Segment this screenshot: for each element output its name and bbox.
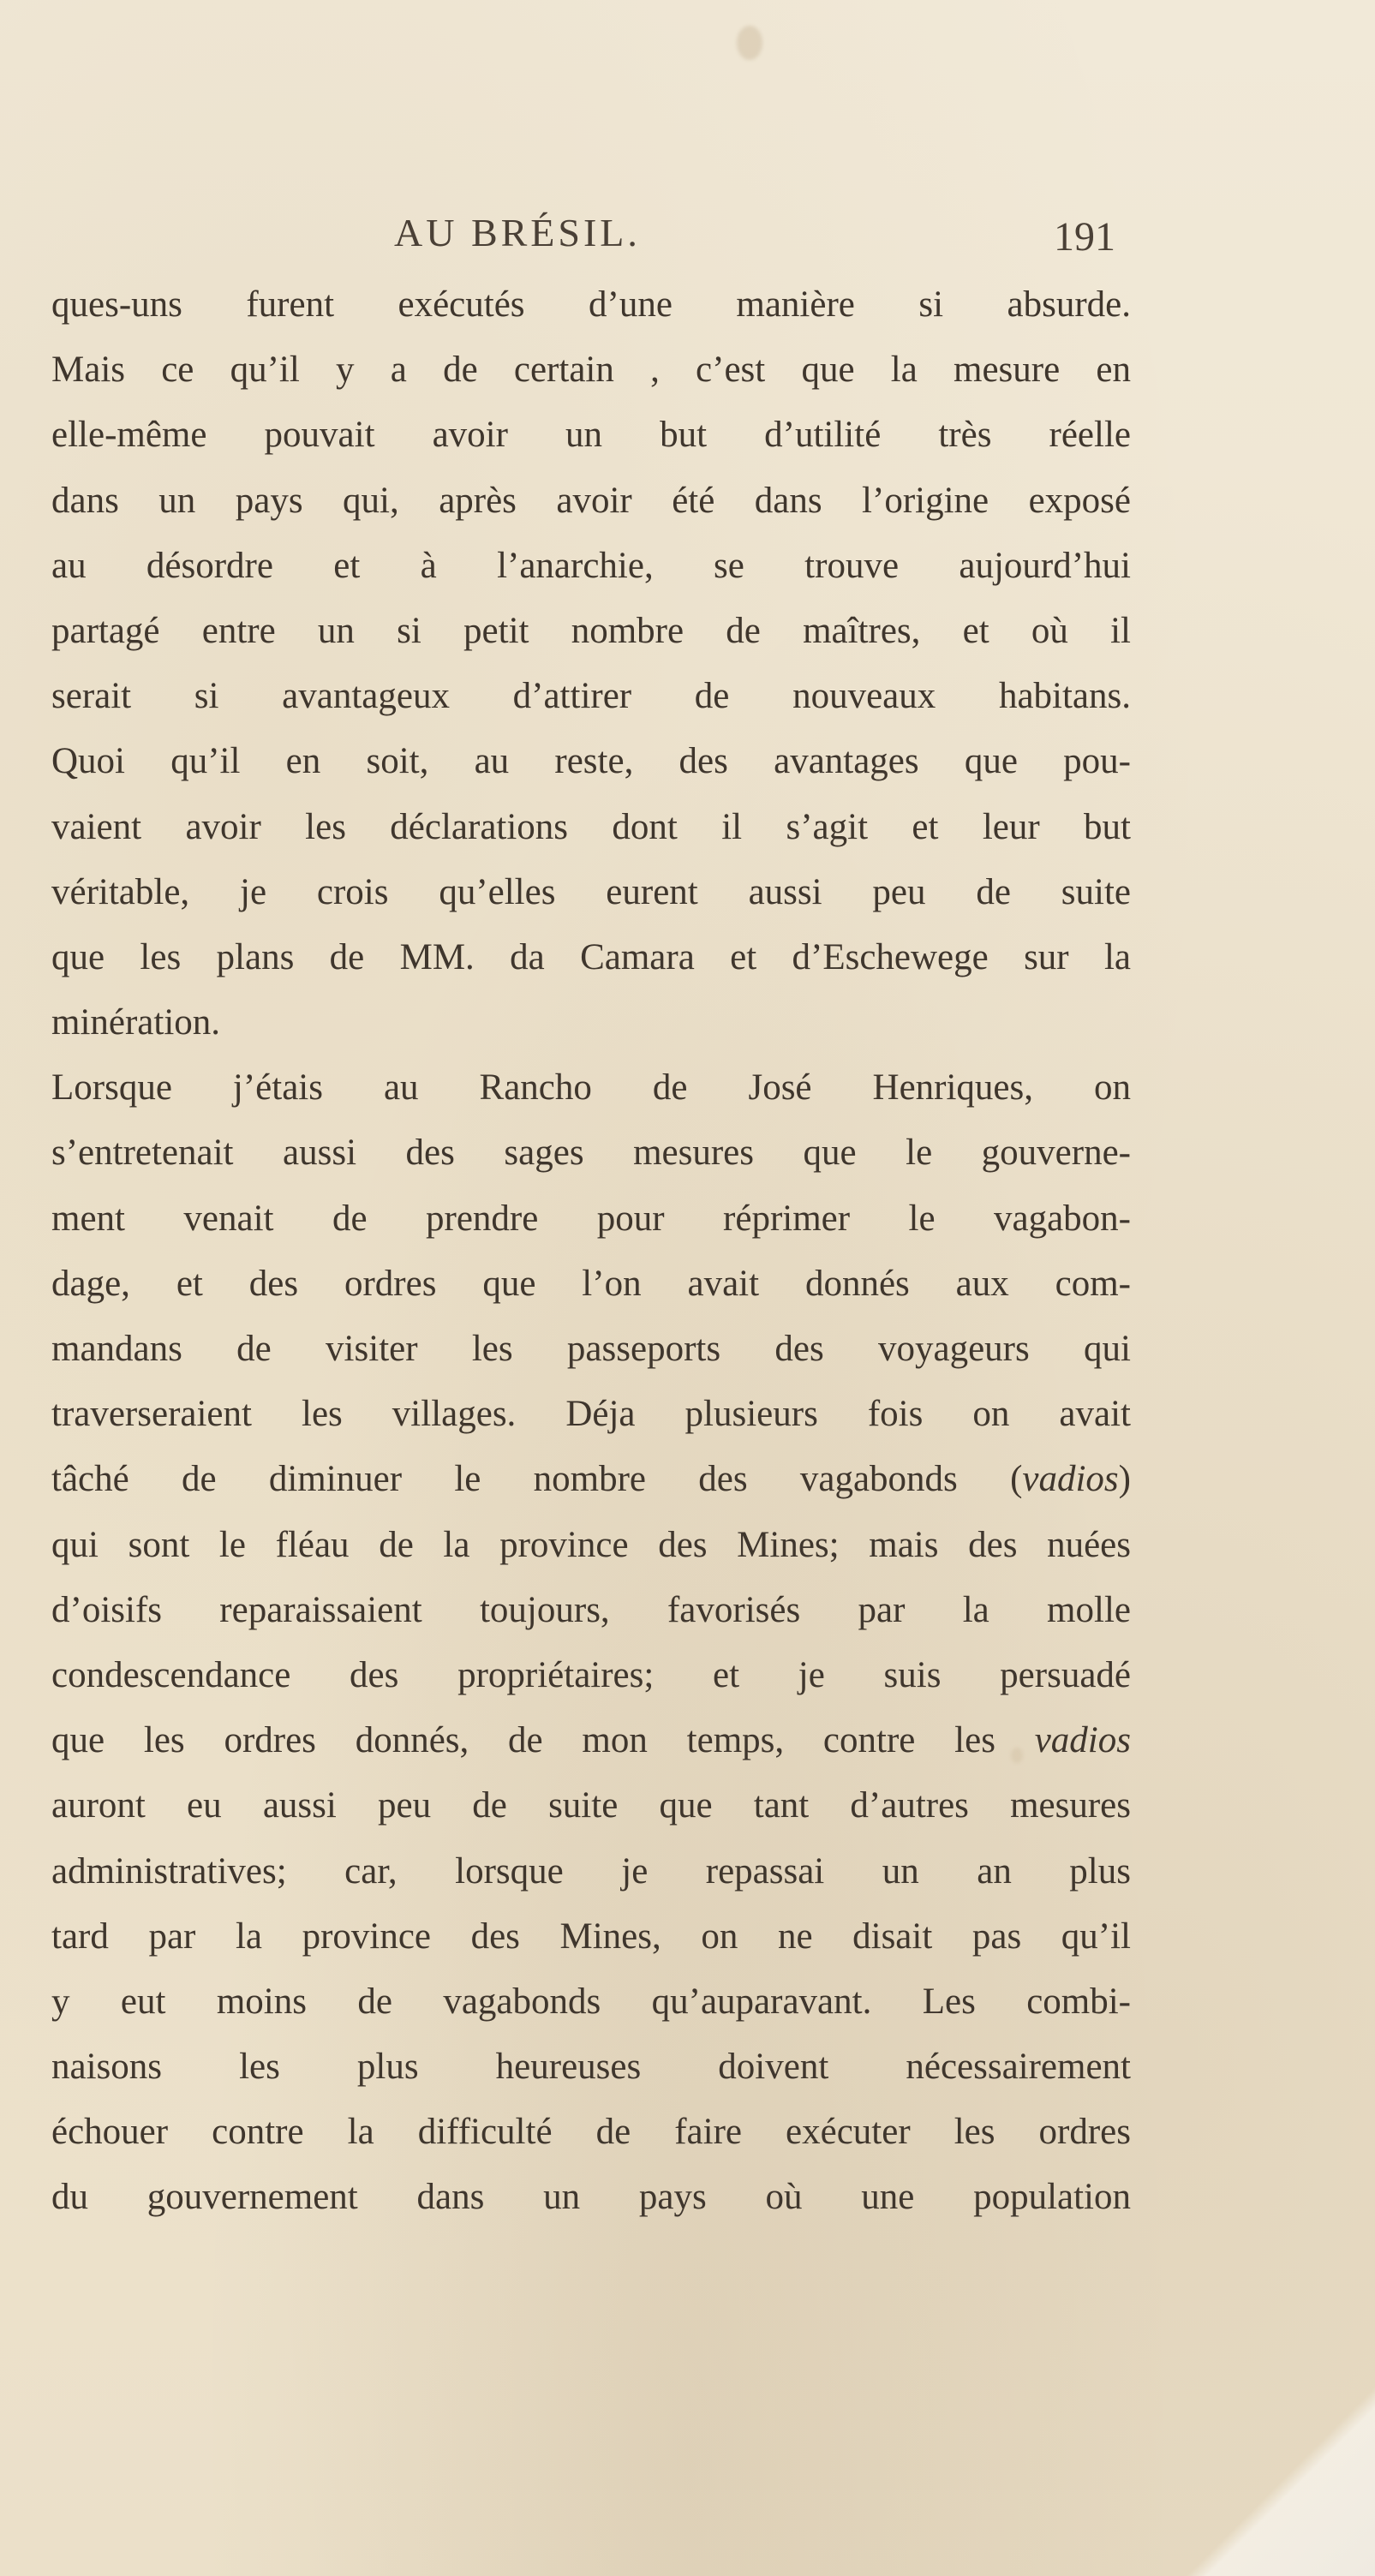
text-line: condescendance des propriétaires; et je suis persuadé — [51, 1654, 1131, 1695]
text-line: Quoi qu’il en soit, au reste, des avantages que pou- — [51, 741, 1131, 782]
text-line: Mais ce qu’il y a de certain , c’est que la mesure en — [51, 350, 1131, 391]
text-line: Lorsque j’étais au Rancho de José Henriques, on — [51, 1067, 1131, 1109]
text-line: tâché de diminuer le nombre des vagabonds (vadios) — [51, 1459, 1131, 1500]
text-line: véritable, je crois qu’elles eurent aussi peu de suite — [51, 871, 1131, 912]
text-line: dans un pays qui, après avoir été dans l’origine exposé — [51, 480, 1131, 521]
text-line: naisons les plus heureuses doivent nécessairement — [51, 2047, 1131, 2088]
text-line: minération. — [51, 1002, 221, 1043]
text-line: elle-même pouvait avoir un but d’utilité très réelle — [51, 415, 1131, 456]
text-line: au désordre et à l’anarchie, se trouve aujourd’hui — [51, 545, 1131, 586]
text-line: d’oisifs reparaissaient toujours, favorisés par la molle — [51, 1589, 1131, 1630]
text-line: vaient avoir les déclarations dont il s’agit et leur but — [51, 806, 1131, 847]
text-line: que les plans de MM. da Camara et d’Eschewege sur la — [51, 936, 1131, 977]
text-line: s’entretenait aussi des sages mesures que le gouverne- — [51, 1133, 1131, 1174]
text-line: auront eu aussi peu de suite que tant d’autres mesures — [51, 1785, 1131, 1826]
text-line: y eut moins de vagabonds qu’auparavant. Les combi- — [51, 1981, 1131, 2022]
text-line: traverseraient les villages. Déja plusieurs fois on avait — [51, 1394, 1131, 1435]
page-header — [0, 210, 1375, 261]
text-line: tard par la province des Mines, on ne disait pas qu’il — [51, 1916, 1131, 1957]
text-line: mandans de visiter les passeports des voyageurs qui — [51, 1329, 1131, 1369]
text-line: du gouvernement dans un pays où une population — [51, 2177, 1131, 2218]
running-head: AU BRÉSIL. — [394, 211, 641, 254]
text-line: qui sont le fléau de la province des Mines; mais des nuées — [51, 1524, 1131, 1565]
text-line: ques-uns furent exécutés d’une manière si absurde. — [51, 284, 1131, 325]
body-text — [51, 272, 1131, 2231]
italic-term: vadios — [1034, 1720, 1131, 1761]
text-line: partagé entre un si petit nombre de maîtres, et où il — [51, 610, 1131, 651]
text-line: serait si avantageux d’attirer de nouveaux habitans. — [51, 676, 1131, 717]
italic-term: vadios — [1022, 1459, 1119, 1500]
text-line: dage, et des ordres que l’on avait donnés aux com- — [51, 1263, 1131, 1304]
text-line: échouer contre la difficulté de faire exécuter les ordres — [51, 2112, 1131, 2153]
text-line: administratives; car, lorsque je repassai un an plus — [51, 1850, 1131, 1892]
page-number: 191 — [1054, 214, 1115, 260]
paper-stain — [737, 26, 762, 60]
text-line: ment venait de prendre pour réprimer le vagabon- — [51, 1198, 1131, 1239]
text-line: que les ordres donnés, de mon temps, contre les vadios — [51, 1720, 1131, 1761]
page-corner-fold — [1152, 2379, 1375, 2576]
